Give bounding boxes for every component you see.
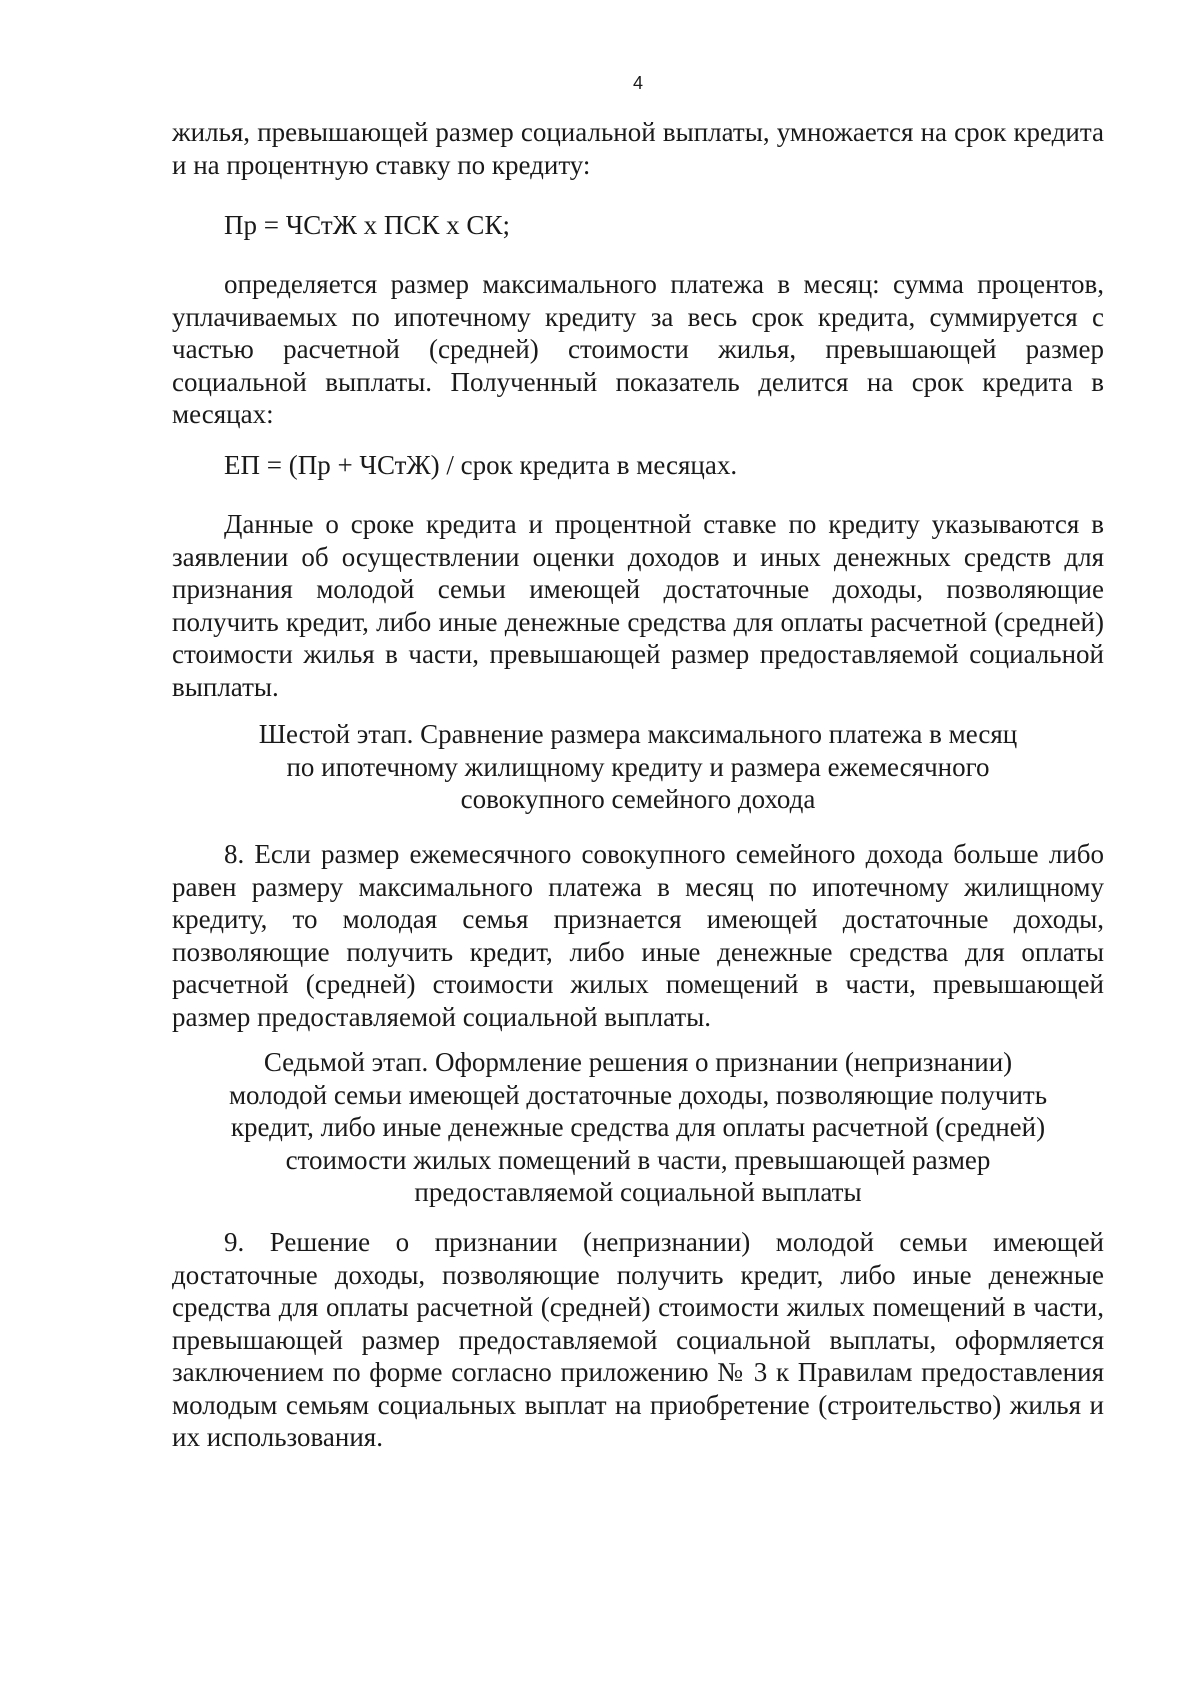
heading-line: Шестой этап. Сравнение размера максимального платежа в месяц xyxy=(258,719,1018,749)
section-heading-stage-6 xyxy=(172,718,1104,816)
page-number: 4 xyxy=(632,73,643,93)
paragraph-item-8: 8. Если размер ежемесячного совокупного семейного дохода больше либо равен размеру максимального платежа в месяц по ипотечному жилищному кредиту, то молодая семья признается имеющей достаточные доходы, позволяющие получить кредит, либо иные денежные средства для оплаты расчетной (средней) стоимости жилых помещений в части, превышающей размер предоставляемой социальной выплаты. xyxy=(172,839,1104,1032)
heading-line: молодой семьи имеющей достаточные доходы, позволяющие получить xyxy=(228,1079,1048,1110)
paragraph-credit-term-data: Данные о сроке кредита и процентной ставке по кредиту указываются в заявлении об осуществлении оценки доходов и иных денежных средств для признания молодой семьи имеющей достаточные доходы, позволяющие получить кредит, либо иные денежные средства для оплаты расчетной (средней) стоимости жилья в части, превышающей размер предоставляемой социальной выплаты. xyxy=(172,509,1104,702)
heading-line: совокупного семейного дохода xyxy=(460,784,816,814)
heading-line: по ипотечному жилищному кредиту и размера ежемесячного xyxy=(286,751,990,782)
heading-line: Седьмой этап. Оформление решения о признании (непризнании) xyxy=(263,1047,1013,1077)
formula-monthly-payment: ЕП = (Пр + ЧСтЖ) / срок кредита в месяцах. xyxy=(224,450,738,480)
paragraph-max-payment: определяется размер максимального платежа в месяц: сумма процентов, уплачиваемых по ипотечному кредиту за весь срок кредита, суммируется с частью расчетной (средней) стоимости жилья, превышающей размер социальной выплаты. Полученный показатель делится на срок кредита в месяцах: xyxy=(172,269,1104,429)
paragraph-continuation: жилья, превышающей размер социальной выплаты, умножается на срок кредита и на процентную ставку по кредиту: xyxy=(172,117,1104,180)
heading-line: стоимости жилых помещений в части, превышающей размер xyxy=(285,1144,991,1175)
heading-line: кредит, либо иные денежные средства для оплаты расчетной (средней) xyxy=(230,1112,1046,1142)
formula-interest: Пр = ЧСтЖ х ПСК х СК; xyxy=(224,210,510,240)
section-heading-stage-7 xyxy=(172,1046,1104,1209)
paragraph-item-9: 9. Решение о признании (непризнании) молодой семьи имеющей достаточные доходы, позволяющие получить кредит, либо иные денежные средства для оплаты расчетной (средней) стоимости жилых помещений в части, превышающей размер предоставляемой социальной выплаты, оформляется заключением по форме согласно приложению № 3 к Правилам предоставления молодым семьям социальных выплат на приобретение (строительство) жилья и их использования. xyxy=(172,1227,1104,1452)
heading-line: предоставляемой социальной выплаты xyxy=(414,1177,862,1207)
